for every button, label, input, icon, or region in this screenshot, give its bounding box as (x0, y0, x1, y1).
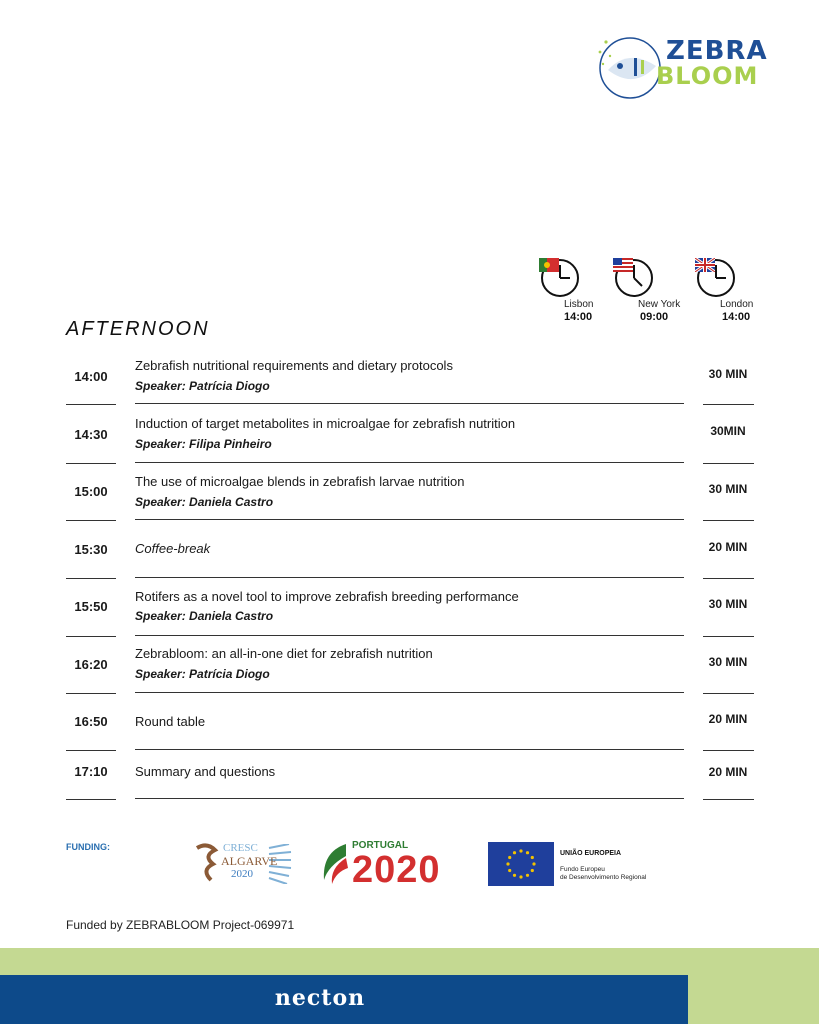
divider (135, 519, 684, 520)
divider (135, 577, 684, 578)
row-title: Round table (135, 714, 206, 729)
row-time: 15:00 (74, 484, 108, 499)
clock-city: London (720, 299, 754, 310)
row-time: 14:30 (74, 427, 108, 442)
row-time: 16:20 (74, 657, 108, 672)
divider (703, 799, 754, 800)
cresc-swirl-icon (193, 840, 221, 888)
divider (703, 750, 754, 751)
row-duration: 30MIN (710, 424, 746, 438)
divider (135, 635, 684, 636)
row-duration: 20 MIN (708, 765, 748, 779)
row-duration: 20 MIN (708, 712, 748, 726)
divider (66, 799, 116, 800)
divider (66, 636, 116, 637)
divider (135, 749, 684, 750)
portugal-year-text: 2020 (352, 849, 441, 891)
portugal-2020-emblem-icon (318, 842, 350, 886)
row-speaker: Speaker: Patrícia Diogo (135, 667, 270, 681)
row-time: 16:50 (74, 714, 108, 729)
divider (66, 404, 116, 405)
row-speaker: Speaker: Filipa Pinheiro (135, 437, 272, 451)
funding-label: FUNDING: (66, 842, 110, 852)
zebrafish-logo-icon (594, 30, 664, 102)
row-speaker: Speaker: Daniela Castro (135, 495, 274, 509)
divider (703, 463, 754, 464)
divider (703, 520, 754, 521)
divider (703, 693, 754, 694)
cresc-year-text: 2020 (231, 868, 253, 880)
schedule-row (0, 640, 819, 698)
divider (135, 462, 684, 463)
row-time: 14:00 (74, 369, 108, 384)
clock-time: 14:00 (564, 311, 593, 323)
zebrabloom-logo (594, 30, 794, 102)
divider (703, 636, 754, 637)
divider (135, 403, 684, 404)
row-title: Rotifers as a novel tool to improve zebrafish breeding performance (135, 589, 519, 604)
schedule-row (0, 752, 819, 810)
row-speaker: Speaker: Daniela Castro (135, 609, 274, 623)
schedule-row (0, 697, 819, 755)
divider (66, 578, 116, 579)
row-time: 15:50 (74, 599, 108, 614)
row-speaker: Speaker: Patrícia Diogo (135, 379, 270, 393)
portugal-2020-logo (318, 840, 468, 890)
divider (703, 578, 754, 579)
row-duration: 30 MIN (708, 655, 748, 669)
algarve-text: ALGARVE (221, 854, 278, 868)
schedule-row (0, 582, 819, 640)
clock-time: 09:00 (640, 311, 669, 323)
schedule-row (0, 525, 819, 583)
cresc-algarve-logo (193, 840, 293, 890)
eu-text: UNIÃO EUROPEIA (560, 850, 622, 857)
cresc-text: CRESC (223, 842, 258, 854)
schedule-row (0, 409, 819, 467)
eu-flag-icon (488, 842, 554, 886)
divider (66, 693, 116, 694)
schedule-row (0, 352, 819, 410)
clock-city: New York (638, 299, 681, 310)
row-duration: 30 MIN (708, 597, 748, 611)
necton-logo: necton (274, 985, 366, 1011)
divider (135, 692, 684, 693)
row-duration: 20 MIN (708, 540, 748, 554)
divider (703, 404, 754, 405)
row-title: Summary and questions (135, 764, 276, 779)
eu-fund-text: Fundo Europeu (560, 866, 605, 873)
clock-city: Lisbon (564, 299, 594, 310)
uk-flag-icon (695, 258, 715, 272)
divider (135, 798, 684, 799)
row-title: Induction of target metabolites in microalgae for zebrafish nutrition (135, 416, 516, 431)
eu-logo (488, 842, 658, 888)
eu-fund-text-2: de Desenvolvimento Regional (560, 874, 647, 881)
row-title: Zebrafish nutritional requirements and dietary protocols (135, 358, 453, 373)
section-title: AFTERNOON (66, 318, 210, 340)
row-time: 15:30 (74, 542, 108, 557)
portugal-flag-icon (539, 258, 559, 272)
funded-by-text: Funded by ZEBRABLOOM Project-069971 (66, 918, 295, 932)
usa-flag-icon (613, 258, 633, 272)
schedule-row (0, 467, 819, 525)
row-title: Zebrabloom: an all-in-one diet for zebrafish nutrition (135, 646, 433, 661)
logo-word-bloom: BLOOM (656, 62, 759, 90)
divider (66, 750, 116, 751)
row-title: The use of microalgae blends in zebrafish larvae nutrition (135, 474, 465, 489)
row-duration: 30 MIN (708, 367, 748, 381)
divider (66, 463, 116, 464)
row-duration: 30 MIN (708, 482, 748, 496)
portugal-text: PORTUGAL (352, 840, 409, 851)
divider (66, 520, 116, 521)
logo-word-zebra: ZEBRA (666, 36, 768, 66)
row-title: Coffee-break (135, 541, 211, 556)
row-time: 17:10 (74, 764, 108, 779)
clock-time: 14:00 (722, 311, 751, 323)
